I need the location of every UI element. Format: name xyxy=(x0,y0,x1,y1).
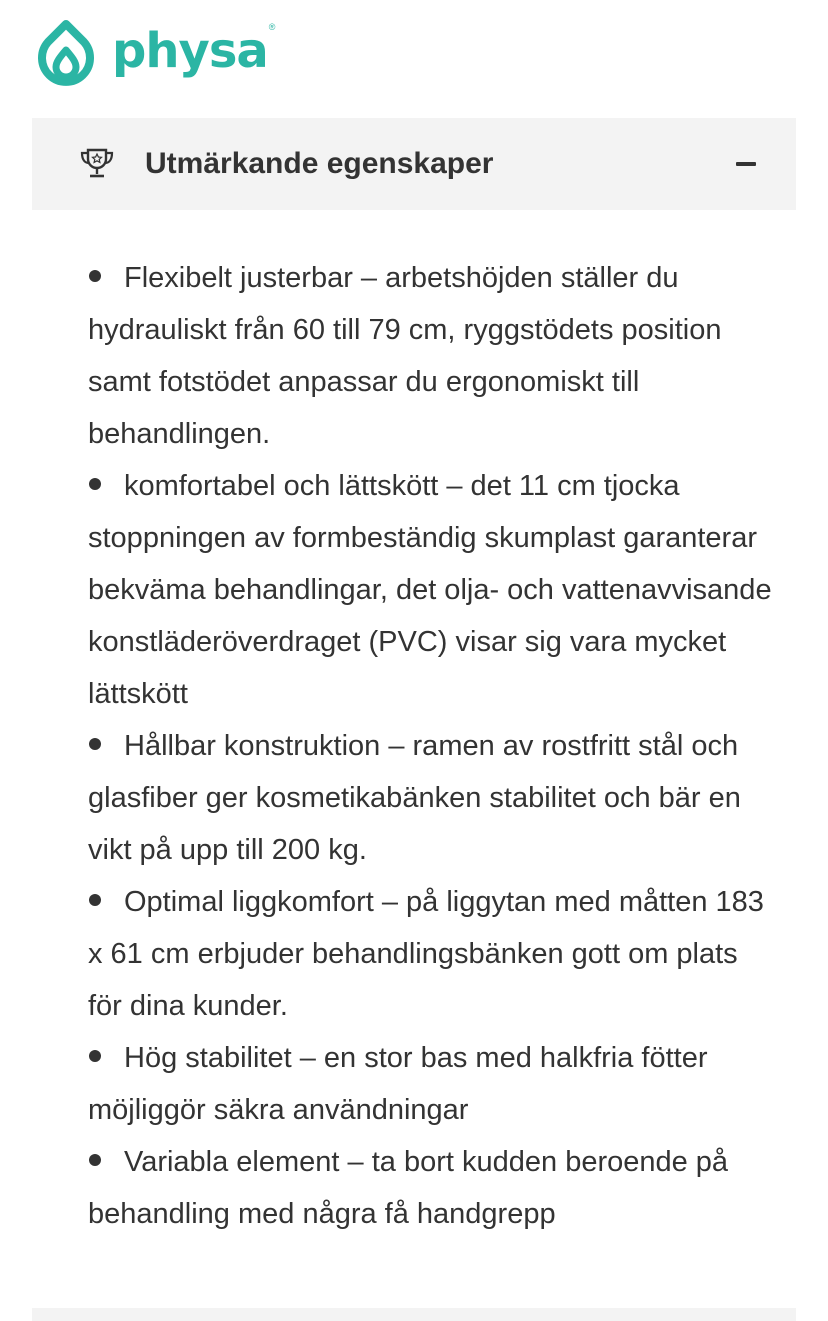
list-item xyxy=(88,1032,778,1136)
features-content xyxy=(88,252,778,1240)
bullet-icon xyxy=(89,1050,101,1062)
bullet-icon xyxy=(89,270,101,282)
registered-mark: ® xyxy=(268,22,276,32)
trophy-icon xyxy=(78,147,116,181)
minus-icon[interactable] xyxy=(736,162,756,166)
next-accordion-header[interactable] xyxy=(32,1308,796,1321)
list-item-text: komfortabel och lättskött – det 11 cm tjocka stoppningen av formbeständig skumplast garanterar bekväma behandlingar, det olja- och vattenavvisande konstläderöverdraget (PVC) visar sig vara mycket lättskött xyxy=(88,470,772,710)
list-item xyxy=(88,460,778,720)
brand-name[interactable]: physa xyxy=(112,23,268,79)
list-item-text: Hållbar konstruktion – ramen av rostfritt stål och glasfiber ger kosmetikabänken stabilitet och bär en vikt på upp till 200 kg. xyxy=(88,730,741,866)
list-item xyxy=(88,720,778,876)
list-item-text: Optimal liggkomfort – på liggytan med måtten 183 x 61 cm erbjuder behandlingsbänken gott om plats för dina kunder. xyxy=(88,886,764,1022)
bullet-icon xyxy=(89,1154,101,1166)
physa-logo-icon[interactable] xyxy=(34,20,98,90)
list-item-text: Flexibelt justerbar – arbetshöjden ställer du hydrauliskt från 60 till 79 cm, ryggstödets position samt fotstödet anpassar du ergonomiskt till behandlingen. xyxy=(88,262,722,450)
bullet-icon xyxy=(89,478,101,490)
features-accordion-header[interactable] xyxy=(32,118,796,210)
list-item xyxy=(88,1136,778,1240)
bullet-icon xyxy=(89,738,101,750)
list-item xyxy=(88,252,778,460)
header xyxy=(34,18,275,92)
features-list xyxy=(88,252,778,1240)
accordion-title: Utmärkande egenskaper xyxy=(145,147,494,180)
list-item xyxy=(88,876,778,1032)
bullet-icon xyxy=(89,894,101,906)
list-item-text: Variabla element – ta bort kudden beroende på behandling med några få handgrepp xyxy=(88,1146,729,1230)
list-item-text: Hög stabilitet – en stor bas med halkfria fötter möjliggör säkra användningar xyxy=(88,1042,708,1126)
